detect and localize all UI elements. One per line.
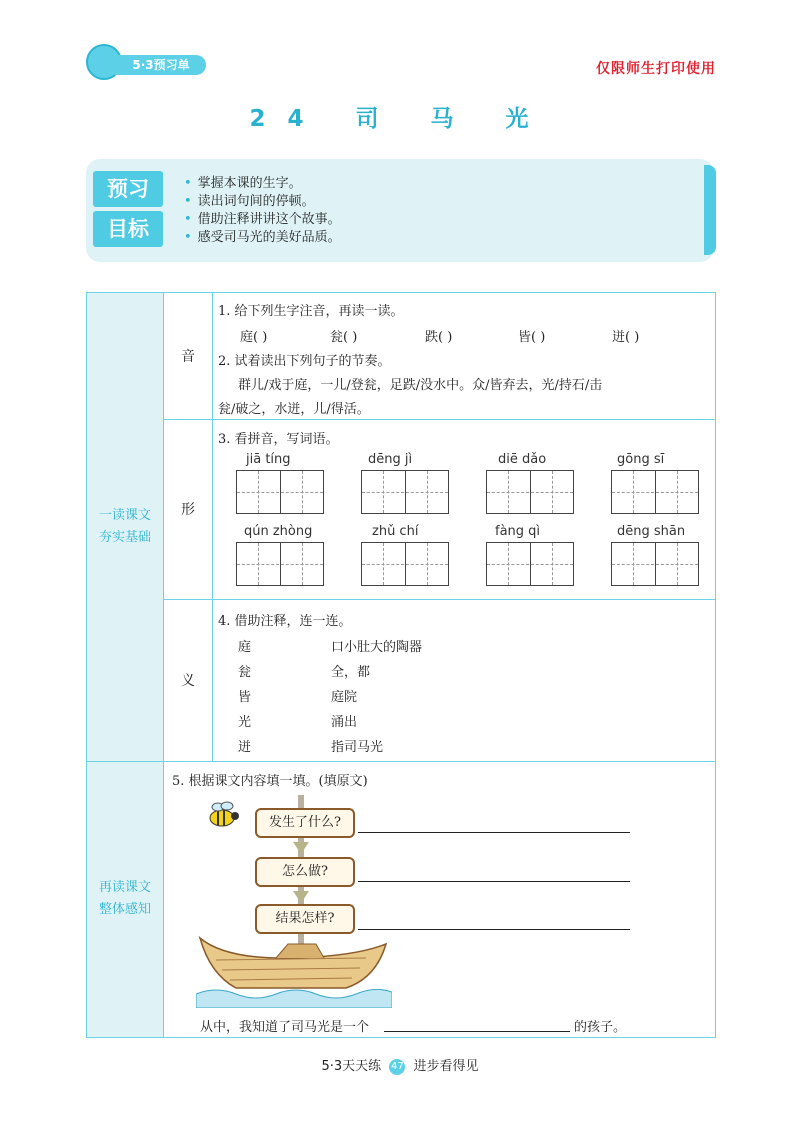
answer-line-2[interactable] <box>358 881 630 882</box>
match-left[interactable]: 庭 <box>238 640 252 655</box>
match-right[interactable]: 涌出 <box>331 715 358 730</box>
bee-icon <box>200 800 244 830</box>
divider <box>164 419 715 420</box>
goal-item: • 读出词句间的停顿。 <box>184 193 341 211</box>
q2-line-1: 群儿/戏于庭，一儿/登瓮，足跌/没水中。众/皆弃去，光/持石/击 <box>238 378 603 393</box>
boat-icon <box>196 930 392 1008</box>
writing-box[interactable] <box>361 470 449 514</box>
q1-char-5: 迸( ) <box>612 330 640 345</box>
q1-char-4: 皆( ) <box>518 330 546 345</box>
sub-yi: 义 <box>164 599 213 761</box>
writing-box[interactable] <box>486 542 574 586</box>
q1-char-1: 庭( ) <box>240 330 268 345</box>
sign-how: 怎么做? <box>255 857 355 887</box>
print-restriction: 仅限师生打印使用 <box>596 61 716 77</box>
pinyin-1: jiā tíng <box>246 452 291 467</box>
down-arrow-icon <box>293 891 309 903</box>
down-arrow-icon <box>293 842 309 854</box>
match-left[interactable]: 迸 <box>238 740 252 755</box>
goal-item: • 掌握本课的生字。 <box>184 175 341 193</box>
answer-line-1[interactable] <box>358 832 630 833</box>
writing-box[interactable] <box>236 470 324 514</box>
preview-goals-box <box>86 159 714 262</box>
answer-line-3[interactable] <box>358 929 630 930</box>
goals-label-line2: 目标 <box>93 211 163 247</box>
sign-result: 结果怎样? <box>255 904 355 934</box>
q2-prompt: 2. 试着读出下列句子的节奏。 <box>218 354 391 369</box>
footer-right: 进步看得见 <box>413 1059 479 1074</box>
writing-box[interactable] <box>486 470 574 514</box>
summary-after: 的孩子。 <box>574 1020 627 1035</box>
writing-box[interactable] <box>611 470 699 514</box>
badge-label: 5·3预习单 <box>106 55 206 75</box>
page-footer <box>0 1055 800 1075</box>
goal-item: • 感受司马光的美好品质。 <box>184 229 341 247</box>
exercise-table <box>86 292 716 1038</box>
divider <box>87 761 715 762</box>
match-right[interactable]: 指司马光 <box>331 740 384 755</box>
goal-item: • 借助注释讲讲这个故事。 <box>184 211 341 229</box>
pinyin-6: zhǔ chí <box>372 524 419 539</box>
pinyin-5: qún zhòng <box>244 524 313 539</box>
sub-yin: 音 <box>164 293 213 419</box>
summary-blank[interactable] <box>384 1031 570 1032</box>
footer-left: 5·3天天练 <box>321 1059 382 1074</box>
q2-line-2: 瓮/破之，水迸，儿/得活。 <box>218 402 370 417</box>
q5-prompt: 5. 根据课文内容填一填。(填原文) <box>172 774 368 789</box>
q4-prompt: 4. 借助注释，连一连。 <box>218 614 352 629</box>
q1-char-3: 跌( ) <box>425 330 453 345</box>
pinyin-4: gōng sī <box>617 452 665 467</box>
q1-prompt: 1. 给下列生字注音，再读一读。 <box>218 304 404 319</box>
goals-label <box>93 171 163 247</box>
match-right[interactable]: 全，都 <box>331 665 371 680</box>
pinyin-8: dēng shān <box>617 524 686 539</box>
section-first-reading: 一读课文 夯实基础 <box>87 293 164 761</box>
goals-label-line1: 预习 <box>93 171 163 207</box>
page-number: 47 <box>389 1059 405 1075</box>
q3-prompt: 3. 看拼音，写词语。 <box>218 432 339 447</box>
match-left[interactable]: 光 <box>238 715 252 730</box>
sub-xing: 形 <box>164 419 213 599</box>
section-second-reading: 再读课文 整体感知 <box>87 761 164 1037</box>
goals-list <box>184 175 341 247</box>
header-badge <box>86 50 206 78</box>
pinyin-7: fàng qì <box>495 524 541 539</box>
goals-side-tab <box>704 165 716 255</box>
match-left[interactable]: 皆 <box>238 690 252 705</box>
writing-box[interactable] <box>361 542 449 586</box>
q1-char-2: 瓮( ) <box>330 330 358 345</box>
pinyin-3: diē dǎo <box>498 452 547 467</box>
match-right[interactable]: 口小肚大的陶器 <box>331 640 423 655</box>
match-left[interactable]: 瓮 <box>238 665 252 680</box>
writing-box[interactable] <box>236 542 324 586</box>
divider <box>164 599 715 600</box>
match-right[interactable]: 庭院 <box>331 690 358 705</box>
sign-what-happened: 发生了什么? <box>255 808 355 838</box>
pinyin-2: dēng jì <box>368 452 413 467</box>
writing-box[interactable] <box>611 542 699 586</box>
lesson-title: 24 司 马 光 <box>249 106 551 132</box>
summary-before: 从中，我知道了司马光是一个 <box>200 1020 370 1035</box>
